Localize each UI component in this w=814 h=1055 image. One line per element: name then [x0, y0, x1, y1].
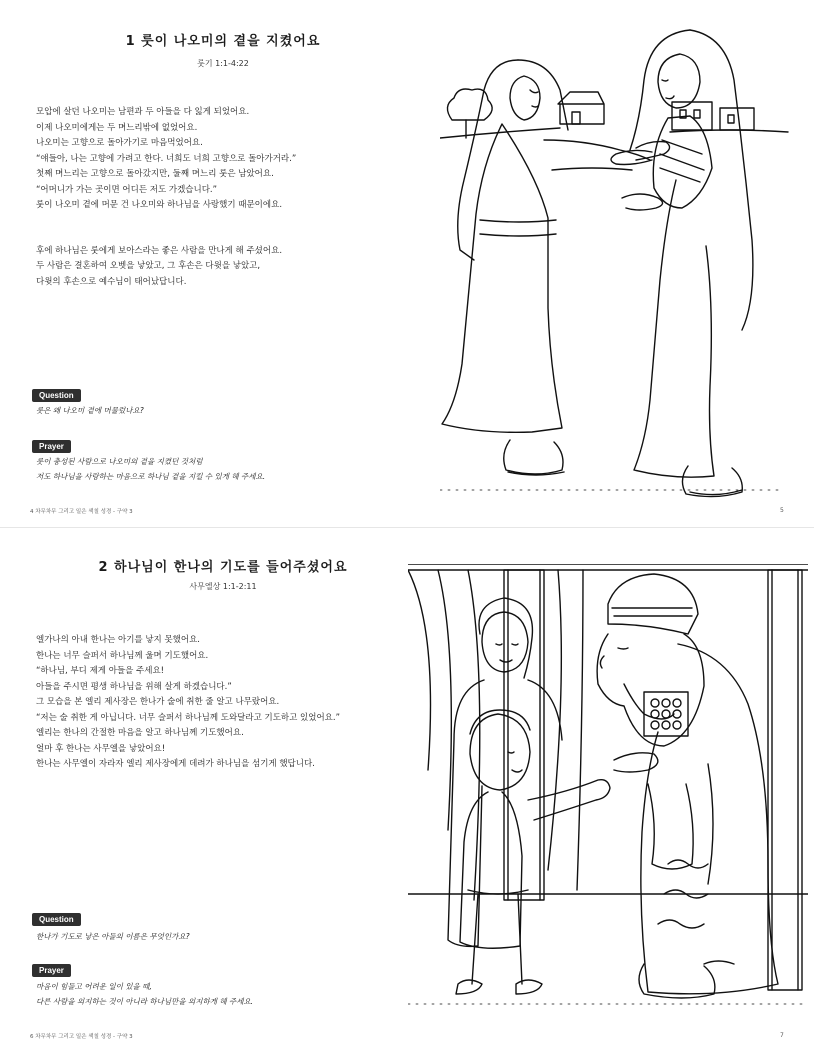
- story-line: 나오미는 고향으로 돌아가기로 마음먹었어요.: [36, 138, 203, 148]
- story-line: 룻이 나오미 곁에 머문 건 나오미와 하나님을 사랑했기 때문이에요.: [36, 200, 283, 210]
- story-line: “얘들아, 나는 고향에 가려고 한다. 너희도 너희 고향으로 돌아가거라.”: [36, 153, 297, 164]
- story-line: 다윗의 후손으로 예수님이 태어났답니다.: [36, 276, 187, 287]
- story-line: 한나는 사무엘이 자라자 엘리 제사장에게 데려가 하나님을 섬기게 했답니다.: [36, 759, 315, 769]
- naomi-figure: [442, 60, 670, 475]
- story-line: 엘리는 한나의 간절한 마음을 알고 하나님께 기도했어요.: [36, 728, 244, 738]
- story-title: 2 하나님이 한나의 기도를 들어주셨어요: [98, 560, 348, 575]
- ruth-naomi-illustration: [440, 20, 790, 500]
- question-label: Question: [32, 389, 81, 402]
- story-line: “어머니가 가는 곳이면 어디든 저도 가겠습니다.”: [36, 184, 218, 195]
- story-line: 두 사람은 결혼하여 오벳을 낳았고, 그 후손은 다윗을 낳았고,: [36, 261, 261, 271]
- story-line: “저는 술 취한 게 아닙니다. 너무 슬퍼서 하나님께 도와달라고 기도하고 있었어요.”: [36, 712, 340, 723]
- story-line: 얼마 후 한나는 사무엘을 낳았어요!: [36, 743, 166, 754]
- question-text: 한나가 기도로 낳은 아들의 이름은 무엇인가요?: [36, 932, 190, 941]
- story-line: 후에 하나님은 룻에게 보아스라는 좋은 사람을 만나게 해 주셨어요.: [36, 245, 283, 256]
- prayer-line: 저도 하나님을 사랑하는 마음으로 하나님 곁을 지킬 수 있게 해 주세요.: [36, 472, 266, 481]
- story-line: 아들을 주시면 평생 하나님을 위해 살게 하겠습니다.”: [36, 681, 232, 692]
- story-text: [36, 97, 416, 298]
- question-text: 룻은 왜 나오미 곁에 머물렀나요?: [36, 406, 144, 415]
- folio: 6 차무차무 그리고 일은 색칠 성경 - 구약 3: [30, 1034, 133, 1040]
- spread-hannah: [0, 528, 814, 1055]
- prayer-line: 마음이 힘들고 어려운 일이 있을 때,: [36, 982, 152, 991]
- prayer-line: 룻이 충성된 사람으로 나오미의 곁을 지켰던 것처럼: [36, 457, 203, 466]
- story-text: [36, 625, 416, 781]
- prayer-label: Prayer: [32, 964, 71, 977]
- question-label: Question: [32, 913, 81, 926]
- story-title: 1 룻이 나오미의 곁을 지켰어요: [125, 34, 321, 49]
- temple-background: [408, 564, 808, 990]
- page-number: 5: [780, 507, 784, 514]
- page-number: 7: [780, 1032, 784, 1039]
- prayer-label: Prayer: [32, 440, 71, 453]
- spread-ruth: [0, 0, 814, 527]
- story-line: 그 모습을 본 엘리 제사장은 한나가 술에 취한 줄 알고 나무랐어요.: [36, 697, 280, 707]
- eli-figure: [597, 574, 778, 998]
- story-line: 모압에 살던 나오미는 남편과 두 아들을 다 잃게 되었어요.: [36, 107, 250, 117]
- story-line: 첫째 며느리는 고향으로 돌아갔지만, 둘째 며느리 룻은 남았어요.: [36, 169, 274, 179]
- ruth-figure: [611, 30, 753, 497]
- prayer-line: 다른 사람을 의지하는 것이 아니라 하나님만을 의지하게 해 주세요.: [36, 997, 254, 1006]
- story-line: 한나는 너무 슬퍼서 하나님께 울며 기도했어요.: [36, 650, 209, 661]
- scripture-reference: 룻기 1:1-4:22: [197, 59, 249, 68]
- story-line: 이제 나오미에게는 두 며느리밖에 없었어요.: [36, 122, 198, 133]
- eli-hannah-samuel-illustration: [408, 564, 808, 1034]
- scripture-reference: 사무엘상 1:1-2:11: [189, 582, 257, 591]
- folio: 4 차무차무 그리고 일은 색칠 성경 - 구약 3: [30, 509, 133, 515]
- story-line: “하나님, 부디 제게 아들을 주세요!: [36, 666, 165, 676]
- story-line: 엘가나의 아내 한나는 아기를 낳지 못했어요.: [36, 635, 201, 645]
